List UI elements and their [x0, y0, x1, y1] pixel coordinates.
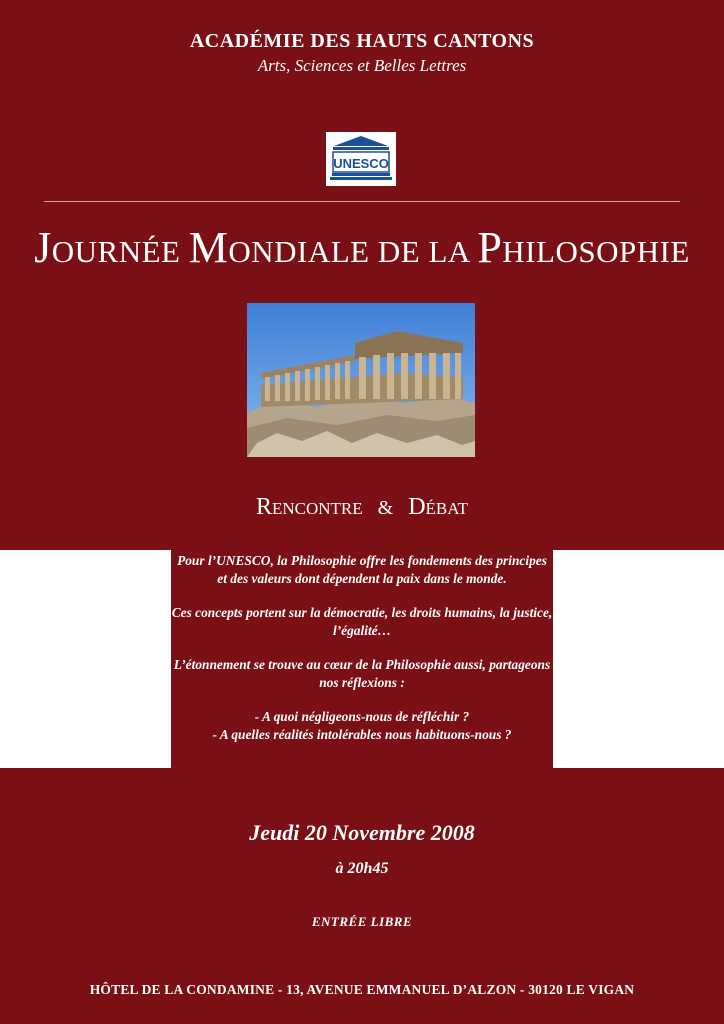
- entry-info: ENTRÉE LIBRE: [311, 914, 413, 929]
- question-1: - A quoi négligeons-nous de réfléchir ?: [254, 709, 470, 724]
- description: [171, 552, 553, 743]
- description-paragraph-2: Ces concepts portent sur la démocratie, les droits humains, la justice, l’égalité…: [171, 605, 553, 638]
- divider-line: [44, 201, 680, 202]
- academy-subtitle: Arts, Sciences et Belles Lettres: [257, 56, 467, 75]
- title-word-4: LA: [428, 234, 470, 269]
- page-title: [0, 222, 724, 273]
- unesco-logo: [326, 132, 396, 186]
- academy-name: ACADÉMIE DES HAUTS CANTONS: [189, 30, 535, 52]
- description-paragraph-3: L’étonnement se trouve au cœur de la Philosophie aussi, partageons nos réflexions :: [173, 657, 551, 690]
- question-2: - A quelles réalités intolérables nous habituons-nous ?: [212, 726, 512, 742]
- title-word-3: DE: [377, 234, 421, 269]
- unesco-logo-text: UNESCO: [333, 156, 389, 171]
- event-date: Jeudi 20 Novembre 2008: [249, 820, 475, 845]
- title-word-1: JOURNÉE: [34, 223, 181, 272]
- description-paragraph-1: Pour l’UNESCO, la Philosophie offre les fondements des principes et des valeurs dont dépendent la paix dans le monde.: [177, 553, 547, 586]
- event-type: RENCONTRE & DÉBAT: [255, 494, 469, 520]
- parthenon-photo: [247, 303, 475, 457]
- venue-address: HÔTEL DE LA CONDAMINE - 13, AVENUE EMMANUEL D’ALZON - 30120 LE VIGAN: [89, 982, 635, 997]
- event-time: à 20h45: [335, 860, 389, 877]
- title-word-5: PHILOSOPHIE: [477, 223, 690, 272]
- unesco-temple-logo-icon: [326, 132, 396, 186]
- title-word-2: MONDIALE: [188, 223, 370, 272]
